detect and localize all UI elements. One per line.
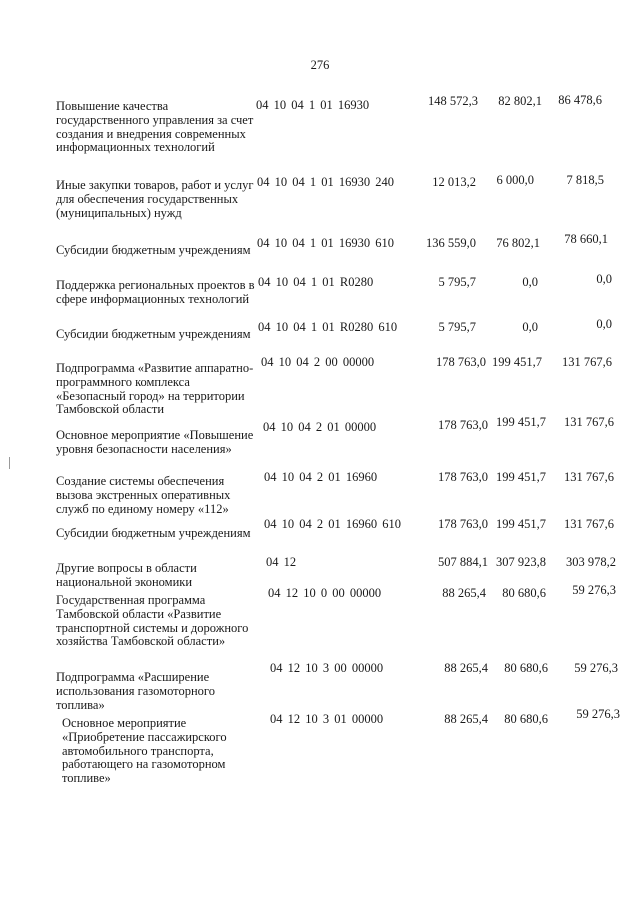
row-code: 04 12 10 0 00 00000 (268, 586, 382, 600)
row-code: 04 10 04 2 01 16960 610 (264, 517, 401, 531)
table-row (0, 661, 640, 712)
row-value-3: 131 767,6 (564, 470, 614, 484)
row-value-3: 0,0 (596, 272, 612, 286)
row-name: Повышение качества государственного управления за счет создания и внедрения современных информационных технологий (56, 99, 254, 155)
row-value-2: 6 000,0 (496, 173, 534, 187)
row-value-3: 0,0 (596, 317, 612, 331)
row-name: Создание системы обеспечения вызова экстренных оперативных служб по единому номеру «112» (56, 474, 231, 516)
table-row (0, 173, 640, 220)
row-name: Субсидии бюджетным учреждениям (56, 526, 251, 540)
row-name: Основное мероприятие «Приобретение пассажирского автомобильного транспорта, работающего на газомоторном топливе» (62, 716, 227, 786)
row-value-3: 7 818,5 (566, 173, 604, 187)
page-number: 276 (310, 58, 330, 72)
row-code: 04 10 04 1 01 R0280 (258, 275, 374, 289)
row-name: Подпрограмма «Развитие аппаратно-программного комплекса «Безопасный город» на территории Тамбовской области (56, 361, 254, 417)
row-value-1: 88 265,4 (444, 661, 488, 675)
table-row (0, 317, 640, 341)
table-row (0, 415, 640, 456)
row-name: Основное мероприятие «Повышение уровня безопасности населения» (56, 428, 254, 456)
row-code: 04 10 04 1 01 16930 240 (257, 175, 394, 189)
row-name: Иные закупки товаров, работ и услуг для обеспечения государственных (муниципальных) нужд (56, 178, 254, 220)
row-value-1: 178 763,0 (436, 355, 486, 369)
row-value-3: 131 767,6 (564, 415, 614, 429)
row-value-2: 199 451,7 (496, 415, 546, 429)
row-value-3: 59 276,3 (576, 707, 620, 721)
table-row (0, 707, 640, 786)
row-value-2: 307 923,8 (496, 555, 546, 569)
row-value-1: 5 795,7 (438, 275, 476, 289)
row-value-3: 131 767,6 (564, 517, 614, 531)
row-value-2: 199 451,7 (496, 470, 546, 484)
table-row (0, 583, 640, 649)
row-code: 04 10 04 1 01 R0280 610 (258, 320, 398, 334)
row-value-2: 0,0 (522, 275, 538, 289)
table-row (0, 470, 640, 516)
row-value-1: 88 265,4 (444, 712, 488, 726)
row-value-3: 86 478,6 (558, 93, 602, 107)
row-value-3: 59 276,3 (572, 583, 616, 597)
row-value-2: 0,0 (522, 320, 538, 334)
scan-edge-mark (9, 457, 10, 469)
row-value-1: 136 559,0 (426, 236, 476, 250)
row-code: 04 10 04 2 00 00000 (261, 355, 375, 369)
row-code: 04 12 (266, 555, 297, 569)
row-name: Поддержка региональных проектов в сфере информационных технологий (56, 278, 255, 306)
table-row (0, 555, 640, 589)
row-name: Субсидии бюджетным учреждениям (56, 327, 251, 341)
row-value-2: 80 680,6 (504, 661, 548, 675)
row-value-3: 59 276,3 (574, 661, 618, 675)
row-value-1: 507 884,1 (438, 555, 488, 569)
row-value-2: 76 802,1 (496, 236, 540, 250)
row-value-3: 303 978,2 (566, 555, 616, 569)
row-code: 04 12 10 3 01 00000 (270, 712, 384, 726)
row-name: Государственная программа Тамбовской области «Развитие транспортной системы и дорожного хозяйства Тамбовской области» (56, 593, 249, 649)
row-value-1: 5 795,7 (438, 320, 476, 334)
row-name: Подпрограмма «Расширение использования газомоторного топлива» (56, 670, 215, 712)
row-value-2: 80 680,6 (504, 712, 548, 726)
row-value-2: 199 451,7 (496, 517, 546, 531)
row-value-3: 131 767,6 (562, 355, 612, 369)
table-row (0, 232, 640, 257)
row-code: 04 12 10 3 00 00000 (270, 661, 384, 675)
row-value-2: 80 680,6 (502, 586, 546, 600)
row-code: 04 10 04 2 01 16960 (264, 470, 378, 484)
row-value-1: 148 572,3 (428, 94, 478, 108)
row-value-1: 88 265,4 (442, 586, 486, 600)
row-value-2: 82 802,1 (498, 94, 542, 108)
row-value-3: 78 660,1 (564, 232, 608, 246)
table-row (0, 93, 640, 155)
table-row (0, 355, 640, 417)
table-row (0, 272, 640, 306)
row-value-1: 178 763,0 (438, 470, 488, 484)
row-code: 04 10 04 2 01 00000 (263, 420, 377, 434)
row-value-2: 199 451,7 (492, 355, 542, 369)
row-code: 04 10 04 1 01 16930 (256, 98, 370, 112)
row-value-1: 12 013,2 (432, 175, 476, 189)
table-row (0, 517, 640, 540)
row-name: Субсидии бюджетным учреждениям (56, 243, 251, 257)
row-code: 04 10 04 1 01 16930 610 (257, 236, 394, 250)
row-name: Другие вопросы в области национальной экономики (56, 561, 197, 589)
row-value-1: 178 763,0 (438, 517, 488, 531)
row-value-1: 178 763,0 (438, 418, 488, 432)
